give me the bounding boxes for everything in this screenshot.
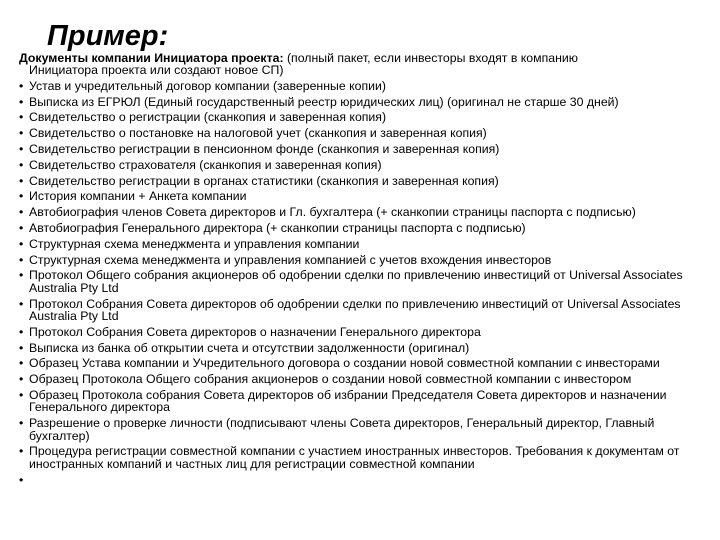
list-item-text: Протокол Собрания Совета директоров об одобрении сделки по привлечению инвестиций от Universal Associates Australia Pty Ltd xyxy=(29,296,681,323)
bullet-icon: • xyxy=(19,78,24,93)
list-item-text: Образец Устава компании и Учредительного договора о создании новой совместной компании с инвесторами xyxy=(29,356,660,371)
list-item-text: Выписка из банка об открытии счета и отсутствии задолженности (оригинал) xyxy=(29,340,470,355)
list-item xyxy=(19,111,701,123)
list-item xyxy=(19,206,701,218)
bullet-icon: • xyxy=(19,252,24,267)
list-item-text: Свидетельство о постановке на налоговой учет (сканкопия и заверенная копия) xyxy=(29,126,487,141)
bullet-icon: • xyxy=(19,126,24,141)
intro-lead: Документы компании Инициатора проекта: xyxy=(19,51,284,65)
list-item-text: Структурная схема менеджмента и управления компании xyxy=(29,236,360,251)
list-item xyxy=(19,389,701,414)
list-item xyxy=(19,326,701,338)
bullet-icon: • xyxy=(19,205,24,220)
list-item xyxy=(19,373,701,385)
slide-title: Пример: xyxy=(47,20,169,52)
list-item-text: Свидетельство страхователя (сканкопия и заверенная копия) xyxy=(29,157,382,172)
list-item-text: Выписка из ЕГРЮЛ (Единый государственный реестр юридических лиц) (оригинал не старше 30 дней) xyxy=(29,94,619,109)
list-item xyxy=(19,445,701,470)
list-item xyxy=(19,190,701,202)
list-item-text: Протокол Общего собрания акционеров об одобрении сделки по привлечению инвестиций от Universal Associates Australia Pty Ltd xyxy=(29,268,683,295)
bullet-icon: • xyxy=(19,220,24,235)
list-item xyxy=(19,159,701,171)
bullet-icon: • xyxy=(19,157,24,172)
bullet-icon: • xyxy=(19,189,24,204)
list-item-text: Автобиография членов Совета директоров и Гл. бухгалтера (+ сканкопии страницы паспорта с подписью) xyxy=(29,205,636,220)
list-item-text: Разрешение о проверке личности (подписывают члены Совета директоров, Генеральный директор, Главный бухгалтер) xyxy=(29,416,655,443)
list-item-text: Протокол Собрания Совета директоров о назначении Генерального директора xyxy=(29,324,481,339)
list-item-text: История компании + Анкета компании xyxy=(29,189,247,204)
list-item xyxy=(19,175,701,187)
list-item xyxy=(19,342,701,354)
bullet-icon: • xyxy=(19,296,24,311)
list-item-text: Процедура регистрации совместной компании с участием иностранных инвесторов. Требования к документам от иностранных компаний и частных лиц для регистрации совместной компании xyxy=(29,444,680,471)
list-item xyxy=(19,96,701,108)
list-item xyxy=(19,254,701,266)
list-item-text: Образец Протокола собрания Совета директоров об избрании Председателя Совета директоров и назначении Генерального директора xyxy=(29,387,667,415)
list-item xyxy=(19,417,701,442)
intro-paragraph xyxy=(19,52,701,77)
list-item xyxy=(19,269,701,294)
bullet-icon: • xyxy=(19,416,24,431)
list-item-text: Структурная схема менеджмента и управления компанией с учетов вхождения инвесторов xyxy=(29,252,552,267)
bullet-icon: • xyxy=(19,372,24,387)
list-item-text: Устав и учредительный договор компании (заверенные копии) xyxy=(29,78,386,93)
list-item xyxy=(19,238,701,250)
list-item xyxy=(19,143,701,155)
bullet-icon: • xyxy=(19,142,24,156)
bullet-icon: • xyxy=(19,173,24,188)
list-item-text: Автобиография Генерального директора (+ сканкопии страницы паспорта с подписью) xyxy=(29,220,526,235)
list-item-text: Свидетельство регистрации в пенсионном фонде (сканкопия и заверенная копия) xyxy=(29,142,500,156)
intro-continuation: Инициатора проекта или создают новое СП) xyxy=(29,63,284,78)
bullet-icon: • xyxy=(19,356,24,371)
bullet-icon: • xyxy=(19,324,24,339)
bullet-icon: • xyxy=(19,236,24,251)
document-list-section xyxy=(19,51,701,487)
list-item xyxy=(19,357,701,369)
list-item-text: Образец Протокола Общего собрания акционеров о создании новой совместной компании с инвестором xyxy=(29,372,632,387)
bullet-icon: • xyxy=(19,472,24,487)
bullet-icon: • xyxy=(19,94,24,109)
intro-text: (полный пакет, если инвесторы входят в компанию xyxy=(283,51,578,65)
bullet-icon: • xyxy=(19,110,24,125)
list-item-text: Свидетельство о регистрации (сканкопия и заверенная копия) xyxy=(29,110,387,125)
bullet-icon: • xyxy=(19,444,24,459)
list-item xyxy=(19,127,701,139)
list-item-text: Свидетельство регистрации в органах статистики (сканкопия и заверенная копия) xyxy=(29,173,499,188)
list-item xyxy=(19,222,701,234)
list-item xyxy=(19,80,701,92)
bullet-icon: • xyxy=(19,268,24,283)
list-item xyxy=(19,298,701,323)
bullet-icon: • xyxy=(19,387,24,402)
bullet-icon: • xyxy=(19,340,24,355)
document-list xyxy=(19,78,701,487)
